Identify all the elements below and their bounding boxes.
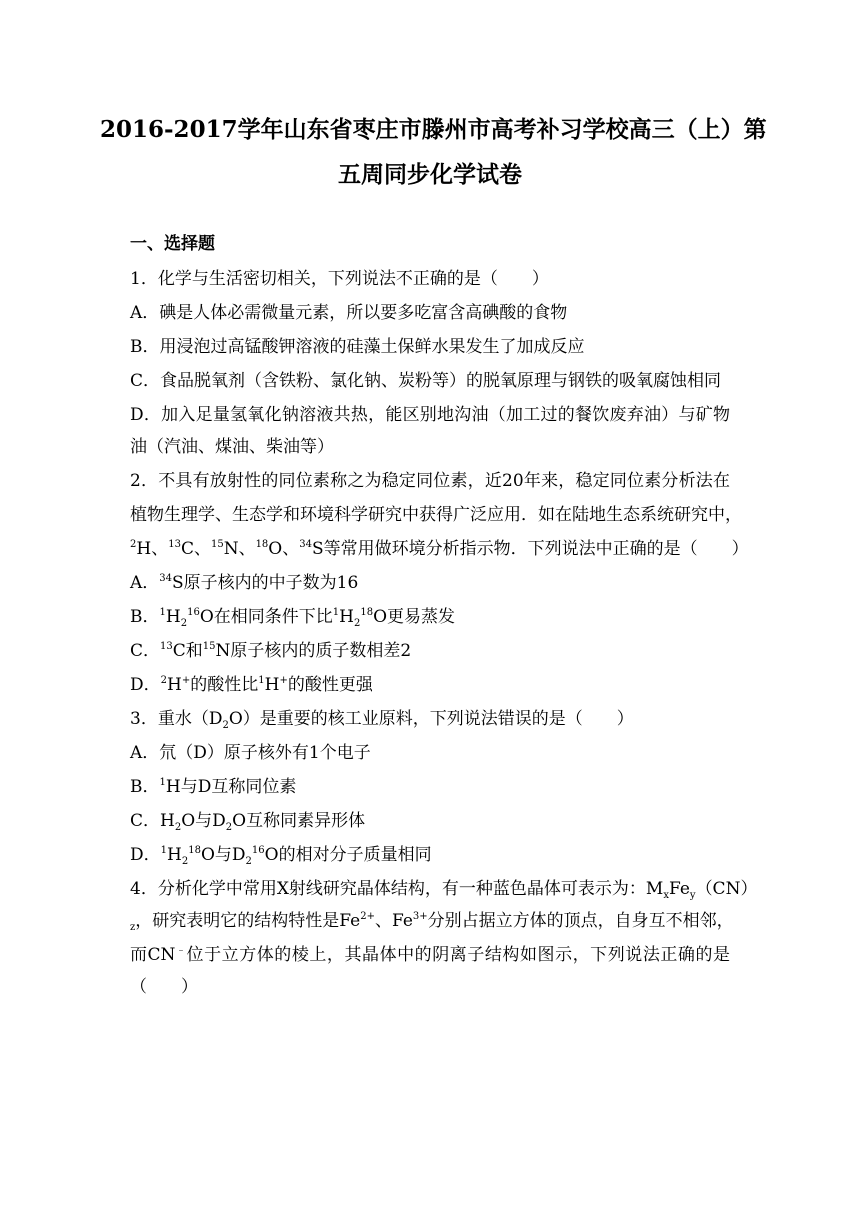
q4-stem-line-2: $_z$，研究表明它的结构特性是$Fe^{2+}$、$Fe^{3+}$分别占据立方体的顶点，自身互不相邻， [130,911,734,933]
q3-option-c: C．$H_2O$与$D_2O$互称同素异形体 [130,811,366,833]
q1-option-d-line-1: D．加入足量氢氧化钠溶液共热，能区别地沟油（加工过的餐饮废弃油）与矿物 [130,405,730,425]
q1-option-d-line-2: 油（汽油、煤油、柴油等） [130,437,334,457]
q2-stem-line-1: 2．不具有放射性的同位素称之为稳定同位素，近20年来，稳定同位素分析法在 [130,471,730,491]
q2-option-d: D．$^2$H+的酸性比$^1$H+的酸性更强 [130,675,373,695]
q3-option-b: B．$^1$H与D互称同位素 [130,777,297,797]
q1-option-b: B．用浸泡过高锰酸钾溶液的硅藻土保鲜水果发生了加成反应 [130,337,585,357]
q2-stem-line-2: 植物生理学、生态学和环境科学研究中获得广泛应用．如在陆地生态系统研究中， [130,505,742,525]
q1-option-a: A．碘是人体必需微量元素，所以要多吃富含高碘酸的食物 [130,303,568,323]
q1-stem: 1．化学与生活密切相关，下列说法不正确的是（ ） [130,269,549,289]
q2-stem-line-3: $^2$H、$^{13}$C、$^{15}$N、$^{18}$O、$^{34}$S等常用做环境分析指示物．下列说法中正确的是（ ） [130,539,749,559]
q4-stem-line-4: （ ） [130,977,198,997]
q2-option-a: A．$^{34}$S原子核内的中子数为16 [130,573,359,593]
q4-stem-line-3: 而CN﹣位于立方体的棱上，其晶体中的阴离子结构如图示，下列说法正确的是 [130,945,731,965]
q1-option-c: C．食品脱氧剂（含铁粉、氯化钠、炭粉等）的脱氧原理与钢铁的吸氧腐蚀相同 [130,371,722,391]
q3-option-d: D．$^1H_2^{18}O$与$D_2^{16}O$的相对分子质量相同 [130,845,432,867]
page-title-line-1: 2016-2017学年山东省枣庄市滕州市高考补习学校高三（上）第 [100,116,767,143]
page-title-line-2: 五周同步化学试卷 [338,161,522,188]
section-heading: 一、选择题 [130,234,215,254]
q4-stem-line-1: 4．分析化学中常用X射线研究晶体结构，有一种蓝色晶体可表示为：$M_xFe_y(CN)$ [130,879,758,901]
q3-stem: 3．重水$(D_2O)$是重要的核工业原料，下列说法错误的是（ ） [130,709,634,731]
q2-option-b: B．$^1H_2^{16}O$在相同条件下比$^1H_2^{18}O$更易蒸发 [130,607,455,629]
q2-option-c: C．$^{13}$C和$^{15}$N原子核内的质子数相差2 [130,641,412,661]
q3-option-a: A．氘（D）原子核外有1个电子 [130,743,371,763]
